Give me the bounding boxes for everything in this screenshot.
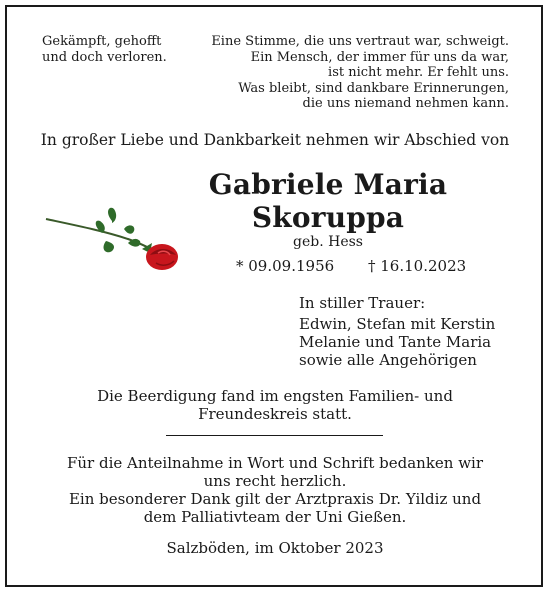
thanks-line: uns recht herzlich.	[203, 472, 347, 490]
mourner-line: sowie alle Angehörigen	[299, 351, 477, 369]
place-and-date: Salzböden, im Oktober 2023	[166, 539, 384, 557]
deceased-surname: Skoruppa	[251, 201, 405, 234]
poem-line: Ein Mensch, der immer für uns da war,	[250, 49, 509, 65]
poem-line: Was bleibt, sind dankbare Erinnerungen,	[238, 80, 509, 96]
motto-line: und doch verloren.	[42, 49, 167, 65]
poem	[211, 34, 509, 112]
funeral-line: Die Beerdigung fand im engsten Familien- und	[97, 387, 453, 405]
mourners-label: In stiller Trauer:	[299, 294, 426, 312]
rose-bloom	[146, 244, 178, 270]
thanks-line: Für die Anteilnahme in Wort und Schrift bedanken wir	[66, 454, 484, 472]
rose-leaf	[104, 241, 114, 252]
funeral-line: Freundeskreis statt.	[198, 405, 352, 423]
rose-leaf	[124, 225, 134, 233]
rose-leaf	[108, 208, 116, 223]
maiden-name: geb. Hess	[293, 234, 363, 250]
poem-line: die uns niemand nehmen kann.	[302, 96, 509, 111]
mourner-line: Edwin, Stefan mit Kerstin	[299, 315, 496, 333]
farewell-intro: In großer Liebe und Dankbarkeit nehmen wir Abschied von	[40, 131, 510, 149]
divider-line	[166, 435, 383, 436]
mourner-line: Melanie und Tante Maria	[299, 333, 492, 351]
thanks-line: Ein besonderer Dank gilt der Arztpraxis Dr. Yildiz und	[68, 490, 482, 508]
motto	[42, 34, 167, 65]
poem-line: ist nicht mehr. Er fehlt uns.	[328, 65, 509, 80]
rose-illustration	[44, 203, 180, 275]
death-date: † 16.10.2023	[368, 257, 467, 275]
thanks-line: dem Palliativteam der Uni Gießen.	[143, 508, 407, 526]
funeral-notice	[0, 387, 550, 423]
deceased-first-names: Gabriele Maria	[208, 168, 448, 201]
poem-line: Eine Stimme, die uns vertraut war, schweigt.	[211, 34, 509, 49]
mourners-list	[299, 315, 495, 369]
birth-date: * 09.09.1956	[236, 257, 335, 275]
thanks-note	[0, 454, 550, 526]
motto-line: Gekämpft, gehofft	[42, 34, 162, 49]
